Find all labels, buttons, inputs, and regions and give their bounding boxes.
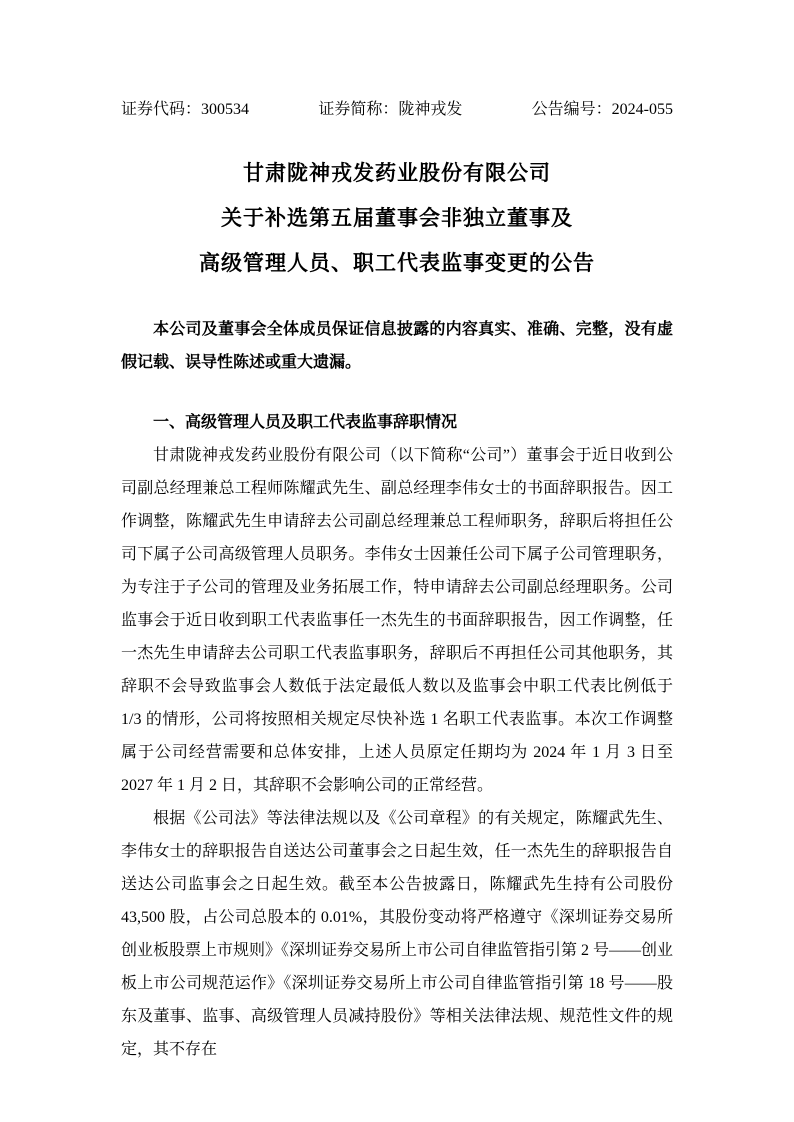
stock-abbreviation-label: 证券简称： [318, 101, 399, 118]
announcement-number [532, 93, 673, 126]
announcement-number-label: 公告编号： [531, 101, 612, 118]
stock-code [121, 93, 249, 126]
title-line-company: 甘肃陇神戎发药业股份有限公司 [243, 161, 551, 185]
stock-abbreviation [318, 93, 462, 126]
document-title [121, 151, 673, 286]
document-header [121, 93, 673, 126]
stock-code-value: 300534 [201, 101, 250, 118]
announcement-number-value: 2024-055 [611, 101, 673, 118]
section1-heading: 一、高级管理人员及职工代表监事辞职情况 [153, 414, 458, 431]
title-line-subject: 关于补选第五届董事会非独立董事及 [221, 206, 573, 230]
stock-abbreviation-value: 陇神戎发 [398, 101, 463, 118]
title-line-subject2: 高级管理人员、职工代表监事变更的公告 [199, 251, 595, 275]
section1-paragraph-1: 甘肃陇神戎发药业股份有限公司（以下简称“公司”）董事会于近日收到公司副总经理兼总工程师陈耀武先生、副总经理李伟女士的书面辞职报告。因工作调整，陈耀武先生申请辞去公司副总经理兼总工程师职务，辞职后将担任公司下属子公司高级管理人员职务。李伟女士因兼任公司下属子公司管理职务，为专注于子公司的管理及业务拓展工作，特申请辞去公司副总经理职务。公司监事会于近日收到职工代表监事任一杰先生的书面辞职报告，因工作调整，任一杰先生申请辞去公司职工代表监事职务，辞职后不再担任公司其他职务，其辞职不会导致监事会人数低于法定最低人数以及监事会中职工代表比例低于 1/3 的情形，公司将按照相关规定尽快补选 1 名职工代表监事。本次工作调整属于公司经营需要和总体安排，上述人员原定任期均为 2024 年 1 月 3 日至 2027 年 1 月 2 日，其辞职不会影响公司的正常经营。 [121, 447, 673, 794]
board-disclaimer: 本公司及董事会全体成员保证信息披露的内容真实、准确、完整，没有虚假记载、误导性陈述或重大遗漏。 [121, 321, 673, 371]
stock-code-label: 证券代码： [121, 101, 202, 118]
section1-paragraph-2: 根据《公司法》等法律法规以及《公司章程》的有关规定，陈耀武先生、李伟女士的辞职报告自送达公司董事会之日起生效，任一杰先生的辞职报告自送达公司监事会之日起生效。截至本公告披露日，陈耀武先生持有公司股份 43,500 股，占公司总股本的 0.01%，其股份变动将严格遵守《深圳证券交易所创业板股票上市规则》《深圳证券交易所上市公司自律监管指引第 2 号——创业板上市公司规范运作》《深圳证券交易所上市公司自律监管指引第 18 号——股东及董事、监事、高级管理人员减持股份》等相关法律法规、规范性文件的规定，其不存在 [121, 810, 674, 1058]
